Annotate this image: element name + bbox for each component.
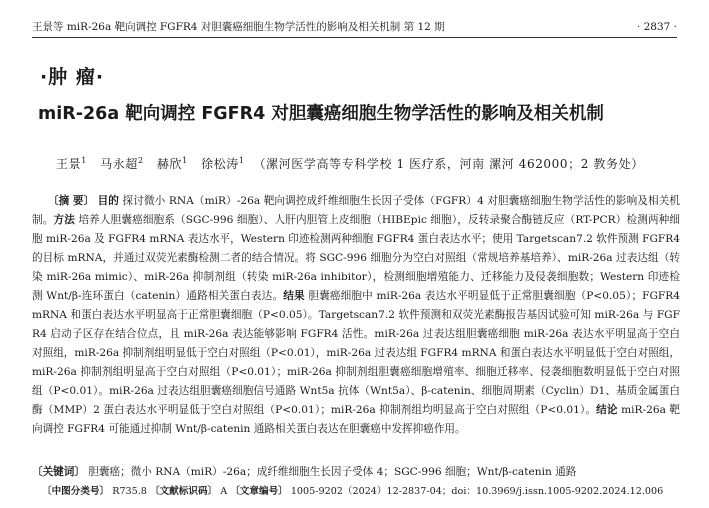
author-affiliation-mark: 1 [182,156,188,165]
abstract-label: 〔摘 要〕 [48,195,95,207]
keywords [32,465,680,480]
article-number-label: 〔文章编号〕 [230,486,288,497]
keywords-label: 〔关键词〕 [32,466,85,478]
methods-text: 培养人胆囊癌细胞系（SGC-996 细胞）、人肝内胆管上皮细胞（HIBEpic 细胞），反转录聚合酶链反应（RT-PCR）检测两种细胞 miR-26a 及 FGFR4 mRNA 表达水平，Western 印迹检测两种细胞 FGFR4 蛋白表达水平；使用 Targetscan7.2 软件预测 FGFR4 的目标 mRNA，并通过双荧光素酶检测二者的结合情况。将 SGC-996 细胞分为空白对照组（常规培养基培养）、miR-26a 过表达组（转染 miR-26a mimic）、miR-26a 抑制剂组（转染 miR-26a inhibitor），检测细胞增殖能力、迁移能力及侵袭细胞数；Western 印迹检测 Wnt/β-连环蛋白（catenin）通路相关蛋白表达。 [32,214,680,302]
results-text: 胆囊癌细胞中 miR-26a 表达水平明显低于正常胆囊细胞（P<0.05）；FGFR4 mRNA 和蛋白表达水平明显高于正常胆囊细胞（P<0.05）。Targetscan7.2 软件预测和双荧光素酶报告基因试验可知 miR-26a 与 FGFR4 启动子区存在结合位点，且 miR-26a 表达能够影响 FGFR4 活性。miR-26a 过表达组胆囊癌细胞 miR-26a 表达水平明显高于空白对照组，miR-26a 抑制剂组明显低于空白对照组（P<0.01），miR-26a 过表达组 FGFR4 mRNA 和蛋白表达水平明显低于空白对照组，miR-26a 抑制剂组明显高于空白对照组（P<0.01）；miR-26a 抑制剂组胆囊癌细胞增殖率、细胞迁移率、侵袭细胞数明显低于空白对照组（P<0.01）。miR-26a 过表达组胆囊癌细胞信号通路 Wnt5a 抗体（Wnt5a）、β-catenin、细胞周期素（Cyclin）D1、基质金属蛋白酶（MMP）2 蛋白表达水平明显低于空白对照组（P<0.01）；miR-26a 抑制剂组均明显高于空白对照组（P<0.01）。 [32,290,680,416]
author-affiliation-mark: 2 [137,156,144,165]
abstract [32,192,680,439]
doc-code-value: A [220,486,228,497]
objective-text: 探讨微小 RNA（miR）-26a 靶向调控成纤维细胞生长因子受体（FGFR）4 对胆囊癌细胞生物学活性的影响及相关机制。 [32,195,681,226]
keywords-text: 胆囊癌；微小 RNA（miR）-26a；成纤维细胞生长因子受体 4；SGC-996 细胞；Wnt/β-catenin 通路 [88,466,577,478]
clc-value: R735.8 [112,486,147,497]
running-header [32,20,677,38]
article-title: miR-26a 靶向调控 FGFR4 对胆囊癌细胞生物学活性的影响及相关机制 [38,104,604,124]
author-affiliation: （漯河医学高等专科学校 1 医疗系，河南 漯河 462000；2 教务处） [253,157,644,171]
page-number: · 2837 · [636,21,677,33]
author-affiliation-mark: 1 [81,156,87,165]
author-name: 赫欣 [156,157,183,171]
conclusion-label: 结论 [596,404,618,416]
objective-label: 目的 [97,195,120,207]
methods-label: 方法 [53,214,75,226]
results-label: 结果 [283,290,305,302]
clc-label: 〔中图分类号〕 [42,486,110,497]
doc-code-label: 〔文献标识码〕 [149,486,218,497]
author-affiliation-mark: 1 [238,156,245,165]
classification-line [42,484,682,499]
author-name: 徐松涛 [201,157,239,171]
article-number-value: 1005-9202（2024）12-2837-04；doi：10.3969/j.issn.1005-9202.2024.12.006 [290,486,664,497]
running-header-left: 王景等 miR-26a 靶向调控 FGFR4 对胆囊癌细胞生物学活性的影响及相关机制 第 12 期 [32,21,445,33]
conclusion-text: miR-26a 靶向调控 FGFR4 可能通过抑制 Wnt/β-catenin 通路相关蛋白表达在胆囊癌中发挥抑癌作用。 [32,404,680,435]
author-name: 马永超 [100,157,138,171]
author-name: 王景 [56,157,82,171]
author-line [56,155,644,172]
section-title: ·肿 瘤· [40,66,105,88]
